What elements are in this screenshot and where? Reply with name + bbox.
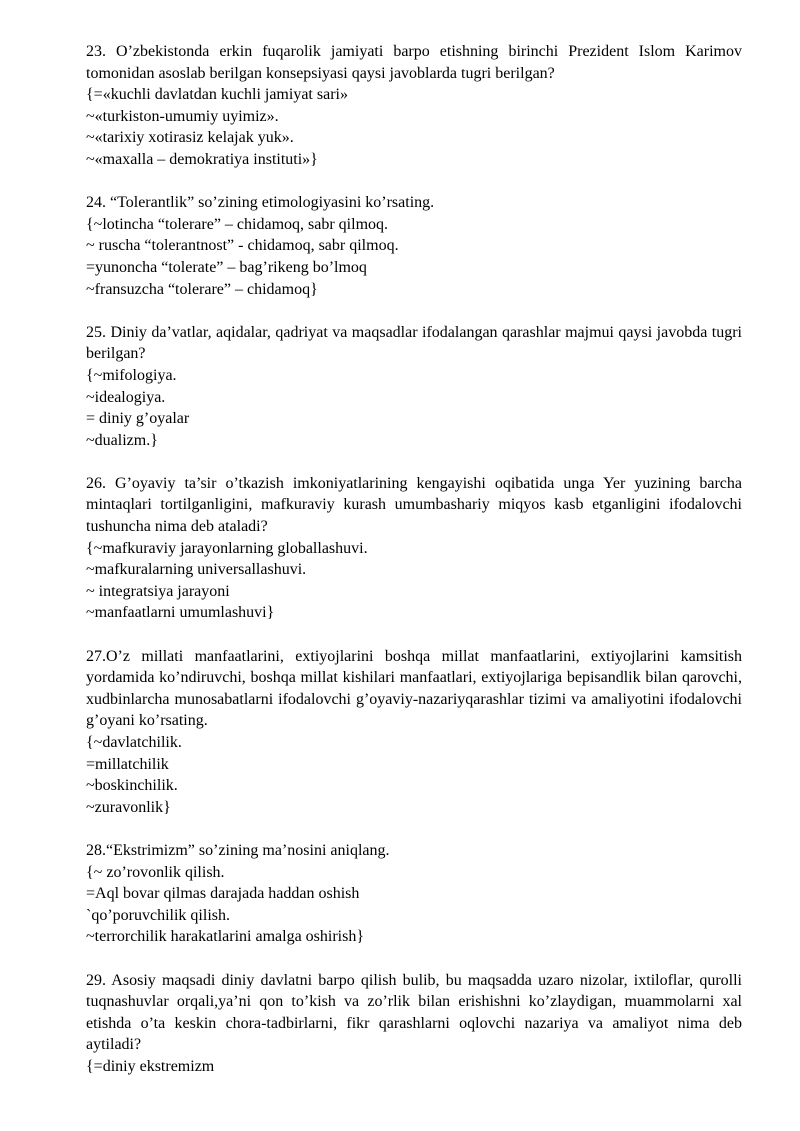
answer-option: ~boskinchilik. bbox=[86, 777, 178, 795]
question-text: 24. “Tolerantlik” so’zining etimologiyasini ko’rsating. bbox=[86, 194, 435, 212]
answer-option: ~terrorchilik harakatlarini amalga oshirish} bbox=[86, 928, 365, 946]
question-26 bbox=[86, 473, 742, 624]
question-25 bbox=[86, 322, 742, 452]
question-text: 29. Asosiy maqsadi diniy davlatni barpo qilish bulib, bu maqsadda uzaro nizolar, ixtiloflar, qurolli tuqnashuvlar orqali,ya’ni qon to’kish va zo’rlik bilan erishishni ko’zlaydigan, muammolarni xal etishda o’ta keskin chora-tadbirlarni, fikr qarashlarni oqlovchi nazariya va amaliyot nima deb aytiladi? bbox=[86, 971, 742, 1054]
answer-option: ~dualizm.} bbox=[86, 431, 158, 449]
answer-option: {~ zo’rovonlik qilish. bbox=[86, 863, 225, 881]
question-text: 25. Diniy da’vatlar, aqidalar, qadriyat va maqsadlar ifodalangan qarashlar majmui qaysi javobda tugri berilgan? bbox=[86, 323, 742, 363]
answer-option: ~«maxalla – demokratiya instituti»} bbox=[86, 150, 318, 168]
answer-option: ~fransuzcha “tolerare” – chidamoq} bbox=[86, 280, 318, 298]
question-text: 26. G’oyaviy ta’sir o’tkazish imkoniyatlarining kengayishi oqibatida unga Yer yuzining barcha mintaqlari tortilganligini, mafkuraviy kurash umumbashariy miqyos kasb etganligini ifodalovchi tushuncha nima deb ataladi? bbox=[86, 474, 742, 536]
answer-option: {=«kuchli davlatdan kuchli jamiyat sari» bbox=[86, 86, 348, 104]
question-28 bbox=[86, 840, 742, 948]
answer-option: ~ ruscha “tolerantnost” - chidamoq, sabr qilmoq. bbox=[86, 237, 399, 255]
answer-option: ~«turkiston-umumiy uyimiz». bbox=[86, 107, 279, 125]
answer-option: ~ integratsiya jarayoni bbox=[86, 582, 230, 600]
answer-option: {~mifologiya. bbox=[86, 366, 177, 384]
question-text: 27.O’z millati manfaatlarini, extiyojlarini boshqa millat manfaatlarini, extiyojlarini kamsitish yordamida ko’ndiruvchi, boshqa millat kishilari manfaatlari, extiyojlariga bepisandlik bilan qarovchi, xudbinlarcha munosabatlarni ifodalovchi g’oyaviy-nazariyqarashlar tizimi va amaliyotini ifodalovchi g’oyani ko’rsating. bbox=[86, 647, 742, 730]
answer-option: ~mafkuralarning universallashuvi. bbox=[86, 561, 307, 579]
answer-option: {~mafkuraviy jarayonlarning globallashuvi. bbox=[86, 539, 368, 557]
question-24 bbox=[86, 192, 742, 300]
answer-option: =millatchilik bbox=[86, 755, 169, 773]
answer-option: ~zuravonlik} bbox=[86, 798, 171, 816]
document-page bbox=[86, 41, 742, 1099]
question-29 bbox=[86, 970, 742, 1078]
answer-option: {~davlatchilik. bbox=[86, 734, 182, 751]
question-text: 23. O’zbekistonda erkin fuqarolik jamiyati barpo etishning birinchi Prezident Islom Karimov tomonidan asoslab berilgan konsepsiyasi qaysi javoblarda tugri berilgan? bbox=[86, 43, 742, 82]
answer-option: ~manfaatlarni umumlashuvi} bbox=[86, 604, 275, 622]
answer-option: =yunoncha “tolerate” – bag’rikeng bo’lmoq bbox=[86, 258, 367, 276]
answer-option: {~lotincha “tolerare” – chidamoq, sabr qilmoq. bbox=[86, 215, 389, 233]
answer-option: = diniy g’oyalar bbox=[86, 410, 190, 428]
answer-option: {=diniy ekstremizm bbox=[86, 1057, 215, 1075]
answer-option: ~«tarixiy xotirasiz kelajak yuk». bbox=[86, 129, 294, 147]
answer-option: `qo’poruvchilik qilish. bbox=[86, 906, 230, 924]
answer-option: =Aql bovar qilmas darajada haddan oshish bbox=[86, 885, 360, 903]
question-23 bbox=[86, 41, 742, 171]
question-27 bbox=[86, 646, 742, 819]
answer-option: ~idealogiya. bbox=[86, 388, 166, 406]
question-text: 28.“Ekstrimizm” so’zining ma’nosini aniqlang. bbox=[86, 841, 390, 859]
